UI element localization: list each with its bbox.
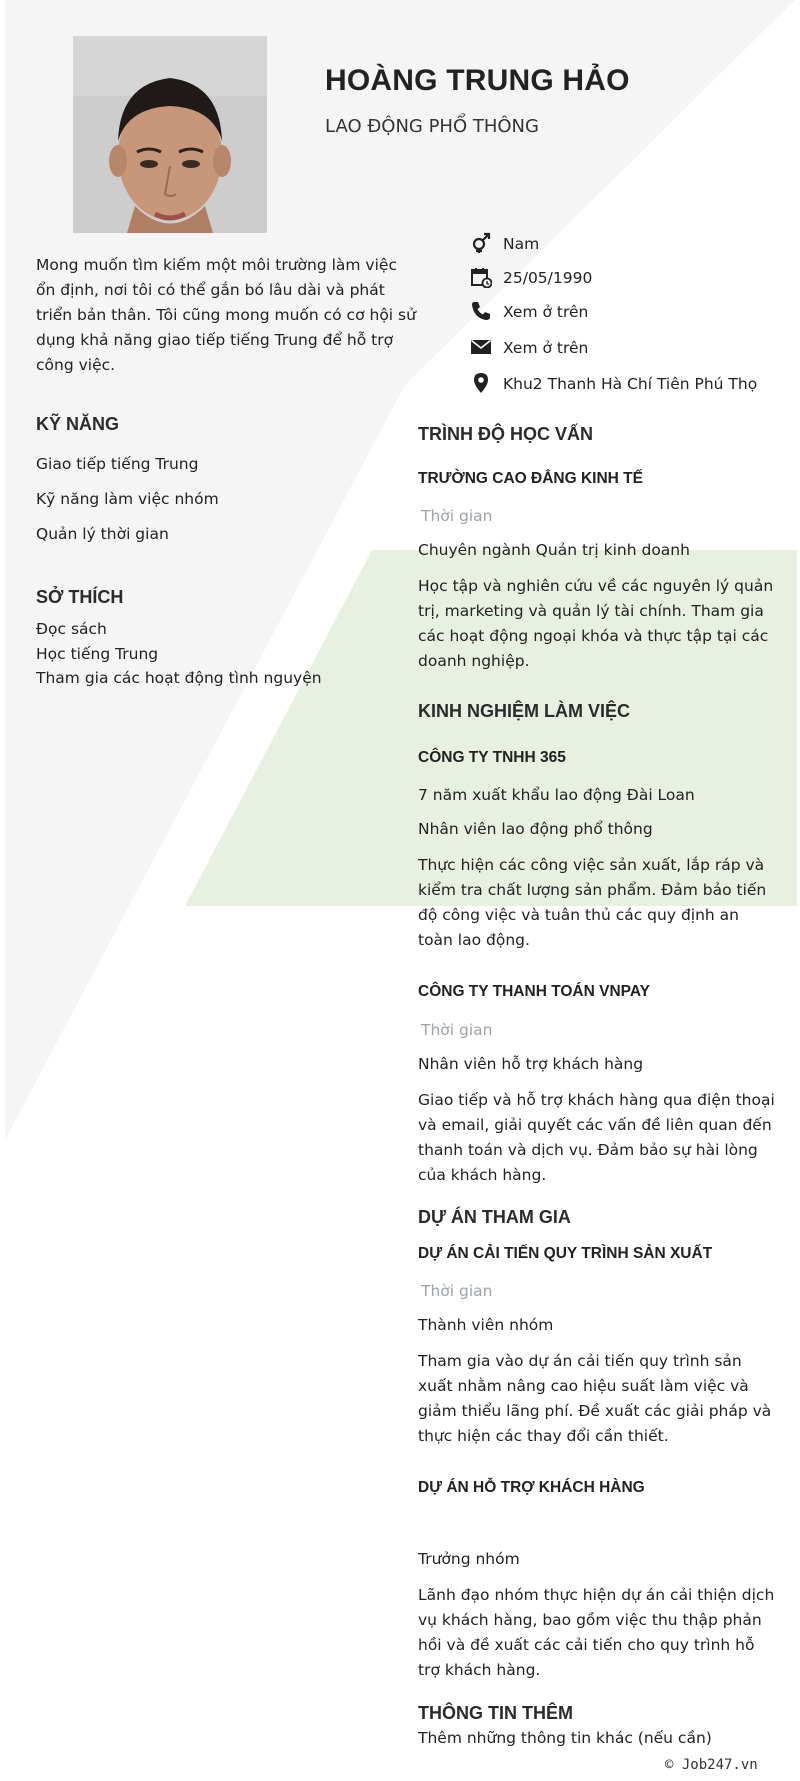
calendar-icon <box>470 266 492 288</box>
career-objective: Mong muốn tìm kiếm một môi trường làm việc ổn định, nơi tôi có thể gắn bó lâu dài và phát triển bản thân. Tôi cũng mong muốn có cơ hội sử dụng khả năng giao tiếp tiếng Trung để hỗ trợ công việc. <box>36 256 416 374</box>
skill-item: Giao tiếp tiếng Trung <box>36 455 199 473</box>
hobby-item: Đọc sách <box>36 620 107 638</box>
hobbies-title: SỞ THÍCH <box>36 587 124 607</box>
education-time: Thời gian <box>421 507 493 525</box>
project-name: DỰ ÁN CẢI TIẾN QUY TRÌNH SẢN XUẤT <box>418 1245 713 1262</box>
experience-title: KINH NGHIỆM LÀM VIỆC <box>418 701 631 721</box>
project-description: Lãnh đạo nhóm thực hiện dự án cải thiện dịch vụ khách hàng, bao gồm việc thu thập phản hồi và đề xuất các cải tiến cho quy trình hỗ trợ khách hàng. <box>418 1586 775 1679</box>
additional-text: Thêm những thông tin khác (nếu cần) <box>418 1729 712 1747</box>
email-value: Xem ở trên <box>503 339 589 357</box>
job-time: Thời gian <box>421 1021 493 1039</box>
project-name: DỰ ÁN HỖ TRỢ KHÁCH HÀNG <box>418 1479 645 1496</box>
job-position: LAO ĐỘNG PHỔ THÔNG <box>325 116 539 137</box>
project-time: Thời gian <box>421 1282 493 1300</box>
job-role: Nhân viên lao động phổ thông <box>418 820 653 838</box>
address-value: Khu2 Thanh Hà Chí Tiên Phú Thọ <box>503 375 758 393</box>
job-description: Thực hiện các công việc sản xuất, lắp ráp và kiểm tra chất lượng sản phẩm. Đảm bảo tiến độ công việc và tuân thủ các quy định an toàn lao động. <box>418 856 767 949</box>
education-major: Chuyên ngành Quản trị kinh doanh <box>418 541 690 559</box>
location-icon <box>470 372 492 394</box>
job-time: 7 năm xuất khẩu lao động Đài Loan <box>418 786 695 804</box>
project-description: Tham gia vào dự án cải tiến quy trình sản xuất nhằm nâng cao hiệu suất làm việc và giảm thiểu lãng phí. Đề xuất các giải pháp và thực hiện các thay đổi cần thiết. <box>418 1352 772 1445</box>
additional-title: THÔNG TIN THÊM <box>418 1703 573 1723</box>
school-name: TRƯỜNG CAO ĐẲNG KINH TẾ <box>418 470 643 487</box>
skill-item: Kỹ năng làm việc nhóm <box>36 490 219 508</box>
skills-title: KỸ NĂNG <box>36 414 120 434</box>
avatar <box>73 36 267 233</box>
job-description: Giao tiếp và hỗ trợ khách hàng qua điện thoại và email, giải quyết các vấn đề liên quan đến thanh toán và dịch vụ. Đảm bảo sự hài lòng của khách hàng. <box>418 1091 775 1184</box>
projects-title: DỰ ÁN THAM GIA <box>418 1207 571 1227</box>
birthday-value: 25/05/1990 <box>503 269 593 287</box>
skill-item: Quản lý thời gian <box>36 525 169 543</box>
education-title: TRÌNH ĐỘ HỌC VẤN <box>418 424 593 444</box>
education-description: Học tập và nghiên cứu về các nguyên lý quản trị, marketing và quản lý tài chính. Tham gia các hoạt động ngoại khóa và thực tập tại các doanh nghiệp. <box>418 577 774 670</box>
gender-value: Nam <box>503 235 540 253</box>
watermark: © Job247.vn <box>665 1757 758 1773</box>
hobby-item: Học tiếng Trung <box>36 645 159 663</box>
gender-icon <box>470 232 492 254</box>
phone-value: Xem ở trên <box>503 303 589 321</box>
company-name: CÔNG TY TNHH 365 <box>418 749 566 766</box>
candidate-name: HOÀNG TRUNG HẢO <box>325 64 630 97</box>
project-role: Trưởng nhóm <box>418 1550 520 1568</box>
email-icon <box>470 336 492 358</box>
phone-icon <box>470 300 492 322</box>
job-role: Nhân viên hỗ trợ khách hàng <box>418 1055 644 1073</box>
hobby-item: Tham gia các hoạt động tình nguyện <box>36 669 322 687</box>
project-role: Thành viên nhóm <box>418 1316 554 1334</box>
company-name: CÔNG TY THANH TOÁN VNPAY <box>418 983 650 1000</box>
